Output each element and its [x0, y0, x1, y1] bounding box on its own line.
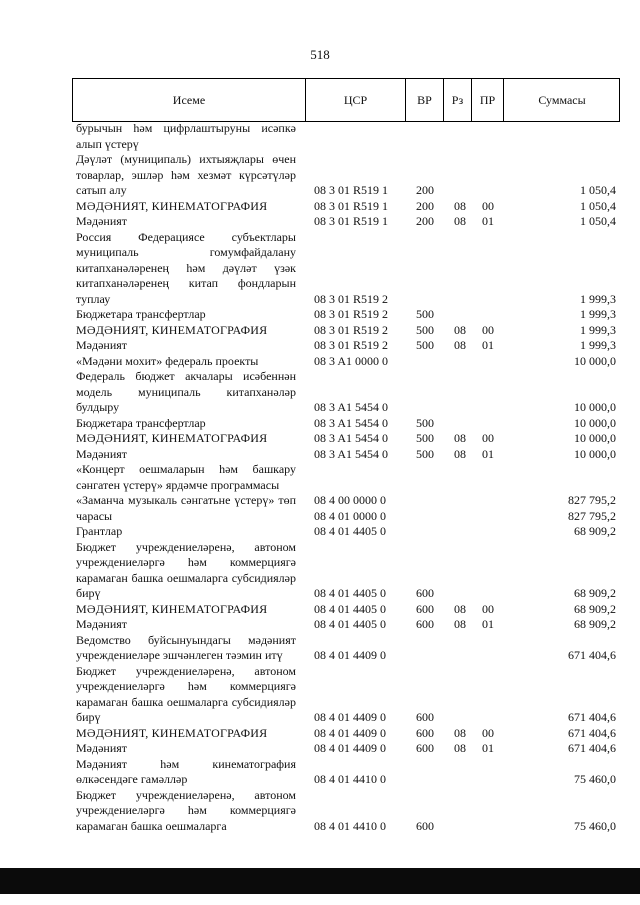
row-vr: 600 — [416, 601, 434, 616]
row-vr: 200 — [416, 214, 434, 228]
row-name: Мәдәният — [76, 214, 128, 228]
row-csr: 08 3 01 R519 2 — [314, 338, 389, 352]
row-vr: 200 — [416, 183, 434, 197]
row-sum: 68 909,2 — [574, 524, 616, 538]
row-csr: 08 3 01 R519 2 — [314, 291, 389, 306]
table-row — [76, 741, 616, 757]
row-name: Бюджет учреждениеләренә, автоном учреждениеләргә һәм коммерциягә карамаган башка оешмаларга субсидияләр бирү — [76, 539, 296, 600]
row-name: «Мәдәни мохит» федераль проекты — [76, 353, 259, 368]
row-sum: 68 909,2 — [574, 617, 616, 631]
row-pr: 01 — [482, 741, 494, 755]
row-rz: 08 — [454, 725, 466, 740]
row-pr: 01 — [482, 446, 494, 461]
row-csr: 08 3 A1 5454 0 — [314, 446, 389, 461]
row-pr: 00 — [482, 431, 494, 445]
table-row — [76, 338, 616, 354]
row-name: МӘДӘНИЯТ, КИНЕМАТОГРАФИЯ — [76, 198, 268, 213]
row-csr: 08 4 00 0000 0 — [314, 493, 386, 507]
scan-border — [0, 868, 640, 894]
row-sum: 10 000,0 — [574, 400, 616, 414]
row-sum: 827 795,2 — [568, 508, 616, 523]
row-csr: 08 4 01 4405 0 — [314, 617, 386, 631]
row-rz: 08 — [454, 446, 466, 461]
column-header-name: Исеме — [172, 93, 206, 107]
row-csr: 08 3 01 R519 2 — [314, 307, 389, 321]
row-csr: 08 4 01 4409 0 — [314, 725, 386, 740]
row-name: МӘДӘНИЯТ, КИНЕМАТОГРАФИЯ — [76, 431, 268, 445]
table-row — [76, 617, 616, 633]
table-row — [76, 633, 616, 664]
row-sum: 75 460,0 — [574, 818, 616, 833]
table-row — [76, 369, 616, 416]
table-row — [76, 664, 616, 726]
row-name: МӘДӘНИЯТ, КИНЕМАТОГРАФИЯ — [76, 725, 268, 740]
row-sum: 1 050,4 — [580, 198, 616, 213]
row-sum: 68 909,2 — [574, 586, 616, 600]
row-csr: 08 4 01 4405 0 — [314, 524, 386, 538]
row-vr: 600 — [416, 710, 434, 724]
row-vr: 500 — [416, 431, 434, 445]
row-csr: 08 4 01 4405 0 — [314, 586, 386, 600]
row-name: Бюджет учреждениеләренә, автоном учреждениеләргә һәм коммерциягә карамаган башка оешмаларга — [76, 787, 296, 833]
row-csr: 08 3 01 R519 1 — [314, 198, 389, 213]
row-vr: 600 — [416, 617, 434, 631]
row-csr: 08 4 01 4410 0 — [314, 818, 386, 833]
row-name: «Концерт оешмаларын һәм башкару сәнгатен үстерү» ярдәмче программасы — [76, 462, 296, 492]
row-pr: 00 — [482, 601, 494, 616]
row-sum: 827 795,2 — [568, 493, 616, 507]
row-vr: 600 — [416, 741, 434, 755]
table-row — [76, 199, 616, 215]
row-rz: 08 — [454, 617, 466, 631]
table-row — [76, 757, 616, 788]
row-csr: 08 3 A1 5454 0 — [314, 400, 389, 414]
row-csr: 08 4 01 4409 0 — [314, 741, 386, 755]
row-csr: 08 3 01 R519 1 — [314, 183, 389, 197]
row-rz: 08 — [454, 214, 466, 228]
table-row — [76, 540, 616, 602]
row-sum: 671 404,6 — [568, 710, 616, 724]
table-row — [76, 524, 616, 540]
row-vr: 600 — [416, 725, 434, 740]
table-header — [72, 78, 620, 122]
row-pr: 01 — [482, 214, 494, 228]
table-row — [76, 602, 616, 618]
row-sum: 1 999,3 — [580, 291, 616, 306]
column-header-rz: Рз — [443, 79, 471, 121]
row-name: Россия Федерациясе субъектлары муниципаль гомумфайдалану китапханәләренең һәм дәүләт үзәк китапханәләренең китап фондларын туплау — [76, 229, 296, 306]
row-csr: 08 3 A1 0000 0 — [314, 353, 389, 368]
row-vr: 600 — [416, 586, 434, 600]
row-name: Мәдәният — [76, 617, 128, 631]
table-row — [76, 323, 616, 339]
row-sum: 671 404,6 — [568, 741, 616, 755]
row-pr: 01 — [482, 338, 494, 352]
row-rz: 08 — [454, 601, 466, 616]
row-name: Бюджет учреждениеләренә, автоном учреждениеләргә һәм коммерциягә карамаган башка оешмаларга субсидияләр бирү — [76, 663, 296, 724]
row-vr: 500 — [416, 322, 434, 337]
table-row — [76, 152, 616, 199]
row-vr: 500 — [416, 446, 434, 461]
row-pr: 00 — [482, 322, 494, 337]
row-pr: 00 — [482, 198, 494, 213]
row-sum: 671 404,6 — [568, 725, 616, 740]
row-sum: 1 999,3 — [580, 338, 616, 352]
table-row — [76, 214, 616, 230]
table-row — [76, 726, 616, 742]
row-csr: 08 3 A1 5454 0 — [314, 415, 389, 430]
row-name: Бюджетара трансфертлар — [76, 307, 206, 321]
row-rz: 08 — [454, 431, 466, 445]
table-row — [76, 462, 616, 507]
row-pr: 01 — [482, 617, 494, 631]
row-csr: 08 4 01 4409 0 — [314, 648, 386, 662]
row-name: Мәдәният — [76, 446, 128, 461]
row-csr: 08 4 01 4409 0 — [314, 710, 386, 724]
table-row — [76, 447, 616, 463]
row-name: Мәдәният — [76, 741, 128, 755]
row-sum: 10 000,0 — [574, 431, 616, 445]
table-row — [76, 431, 616, 447]
table-body — [76, 121, 616, 834]
row-sum: 10 000,0 — [574, 415, 616, 430]
row-name: Федераль бюджет акчалары исәбеннән модель муниципаль китапханәләр булдыру — [76, 369, 296, 414]
row-vr: 600 — [416, 818, 434, 833]
row-csr: 08 3 A1 5454 0 — [314, 431, 389, 445]
row-name: Грантлар — [76, 524, 123, 538]
row-name: «Заманча музыкаль сәнгатьне үстерү» төп чарасы — [76, 493, 296, 523]
row-vr: 500 — [416, 338, 434, 352]
row-sum: 10 000,0 — [574, 446, 616, 461]
table-row — [76, 121, 616, 152]
row-name: Мәдәният — [76, 338, 128, 352]
row-name: Ведомство буйсынуындагы мәдәният учреждениеләре эшчәнлеген тәэмин итү — [76, 632, 296, 662]
row-name: Мәдәният һәм кинематография өлкәсендәге гамәлләр — [76, 756, 296, 786]
row-rz: 08 — [454, 322, 466, 337]
table-row — [76, 230, 616, 308]
row-name: Бюджетара трансфертлар — [76, 415, 206, 430]
row-csr: 08 3 01 R519 2 — [314, 322, 389, 337]
row-vr: 500 — [416, 415, 434, 430]
column-header-pr: ПР — [471, 79, 503, 121]
row-vr: 500 — [416, 307, 434, 321]
table-row — [76, 307, 616, 323]
row-rz: 08 — [454, 198, 466, 213]
page-number: 518 — [310, 47, 330, 62]
row-name: Дәүләт (муниципаль) ихтыяҗлары өчен товарлар, эшләр һәм хезмәт күрсәтүләр сатып алу — [76, 152, 296, 197]
row-sum: 1 999,3 — [580, 322, 616, 337]
row-sum: 75 460,0 — [574, 772, 616, 786]
table-row — [76, 788, 616, 835]
table-row — [76, 493, 616, 524]
row-csr: 08 4 01 0000 0 — [314, 508, 386, 523]
column-header-vr: ВР — [405, 79, 443, 121]
row-sum: 1 050,4 — [580, 183, 616, 197]
column-header-csr: ЦСР — [305, 79, 405, 121]
row-sum: 1 050,4 — [580, 214, 616, 228]
row-sum: 10 000,0 — [574, 353, 616, 368]
table-row — [76, 354, 616, 370]
row-csr: 08 4 01 4405 0 — [314, 601, 386, 616]
table-row — [76, 416, 616, 432]
row-vr: 200 — [416, 198, 434, 213]
row-name: бурычын һәм цифрлаштыруны исәпкә алып үстерү — [76, 121, 296, 151]
row-sum: 671 404,6 — [568, 648, 616, 662]
row-csr: 08 4 01 4410 0 — [314, 772, 386, 786]
row-pr: 00 — [482, 725, 494, 740]
row-csr: 08 3 01 R519 1 — [314, 214, 389, 228]
row-sum: 1 999,3 — [580, 307, 616, 321]
column-header-sum: Суммасы — [503, 79, 620, 121]
row-name: МӘДӘНИЯТ, КИНЕМАТОГРАФИЯ — [76, 601, 268, 616]
row-sum: 68 909,2 — [574, 601, 616, 616]
row-rz: 08 — [454, 338, 466, 352]
row-rz: 08 — [454, 741, 466, 755]
row-name: МӘДӘНИЯТ, КИНЕМАТОГРАФИЯ — [76, 322, 268, 337]
